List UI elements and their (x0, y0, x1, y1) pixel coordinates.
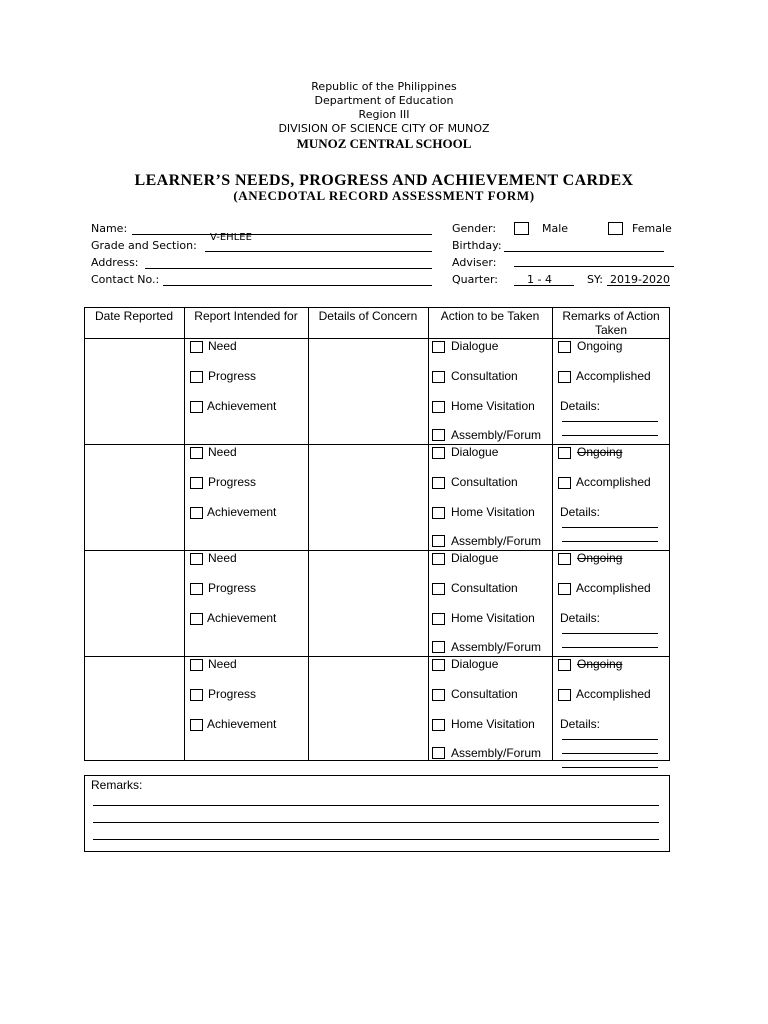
details-line[interactable] (562, 753, 658, 754)
need-checkbox[interactable] (190, 553, 203, 565)
need-label: Need (208, 339, 237, 353)
column-divider (184, 307, 185, 761)
achievement-label: Achievement (207, 399, 277, 413)
achievement-label: Achievement (207, 505, 277, 519)
details-line[interactable] (562, 527, 658, 528)
adviser-label: Adviser: (452, 256, 497, 269)
ongoing-checkbox[interactable] (558, 341, 571, 353)
quarter-field[interactable] (514, 285, 574, 286)
quarter-label: Quarter: (452, 273, 499, 286)
progress-label: Progress (208, 581, 257, 595)
header-date-reported: Date Reported (94, 309, 174, 323)
need-label: Need (208, 445, 237, 459)
dialogue-checkbox[interactable] (432, 553, 445, 565)
achievement-checkbox[interactable] (190, 401, 203, 413)
school-name: MUNOZ CENTRAL SCHOOL (296, 136, 472, 151)
grade-section-label: Grade and Section: (91, 239, 197, 252)
contact-field[interactable] (163, 285, 432, 286)
grade-section-value: V-EHLEE (210, 232, 252, 243)
column-divider (552, 307, 553, 761)
ongoing-checkbox[interactable] (558, 553, 571, 565)
remarks-label: Remarks: (91, 778, 143, 792)
home-visitation-checkbox[interactable] (432, 613, 445, 625)
need-checkbox[interactable] (190, 447, 203, 459)
ongoing-label: Ongoing (577, 445, 623, 459)
adviser-field[interactable] (514, 266, 674, 267)
column-divider (428, 307, 429, 761)
progress-checkbox[interactable] (190, 583, 203, 595)
department-text: Department of Education (314, 94, 454, 107)
ongoing-checkbox[interactable] (558, 447, 571, 459)
home-visitation-checkbox[interactable] (432, 401, 445, 413)
assembly-forum-label: Assembly/Forum (451, 534, 542, 548)
need-checkbox[interactable] (190, 659, 203, 671)
remarks-line[interactable] (93, 805, 659, 806)
quarter-value: 1 - 4 (527, 273, 552, 286)
assembly-forum-checkbox[interactable] (432, 429, 445, 441)
birthday-label: Birthday: (452, 239, 502, 252)
accomplished-label: Accomplished (576, 581, 651, 595)
progress-label: Progress (208, 369, 257, 383)
grade-section-field[interactable] (205, 251, 432, 252)
contact-label: Contact No.: (91, 273, 160, 286)
ongoing-checkbox[interactable] (558, 659, 571, 671)
achievement-checkbox[interactable] (190, 719, 203, 731)
home-visitation-checkbox[interactable] (432, 507, 445, 519)
female-label: Female (632, 222, 672, 235)
consultation-label: Consultation (451, 475, 518, 489)
assembly-forum-label: Assembly/Forum (451, 640, 542, 654)
details-label: Details: (560, 611, 601, 625)
details-label: Details: (560, 399, 601, 413)
details-line[interactable] (562, 739, 658, 740)
remarks-line[interactable] (93, 839, 659, 840)
consultation-checkbox[interactable] (432, 583, 445, 595)
details-label: Details: (560, 505, 601, 519)
name-field[interactable] (132, 234, 432, 235)
accomplished-checkbox[interactable] (558, 371, 571, 383)
achievement-label: Achievement (207, 611, 277, 625)
accomplished-label: Accomplished (576, 475, 651, 489)
dialogue-checkbox[interactable] (432, 447, 445, 459)
header-details-concern: Details of Concern (318, 309, 418, 323)
form-subtitle: (ANECDOTAL RECORD ASSESSMENT FORM) (233, 188, 535, 203)
consultation-checkbox[interactable] (432, 477, 445, 489)
progress-checkbox[interactable] (190, 371, 203, 383)
column-divider (308, 307, 309, 761)
header-remarks-action: Remarks of Action Taken (562, 309, 660, 337)
address-field[interactable] (145, 268, 432, 269)
assembly-forum-checkbox[interactable] (432, 535, 445, 547)
details-line[interactable] (562, 435, 658, 436)
details-line[interactable] (562, 421, 658, 422)
home-visitation-label: Home Visitation (451, 399, 535, 413)
details-line[interactable] (562, 767, 658, 768)
need-label: Need (208, 551, 237, 565)
need-label: Need (208, 657, 237, 671)
details-label: Details: (560, 717, 601, 731)
remarks-box (84, 775, 670, 852)
achievement-checkbox[interactable] (190, 613, 203, 625)
home-visitation-label: Home Visitation (451, 717, 535, 731)
progress-checkbox[interactable] (190, 689, 203, 701)
assembly-forum-label: Assembly/Forum (451, 428, 542, 442)
progress-checkbox[interactable] (190, 477, 203, 489)
achievement-label: Achievement (207, 717, 277, 731)
accomplished-label: Accomplished (576, 369, 651, 383)
details-line[interactable] (562, 633, 658, 634)
details-line[interactable] (562, 647, 658, 648)
remarks-line[interactable] (93, 822, 659, 823)
region-text: Region III (358, 108, 410, 121)
home-visitation-label: Home Visitation (451, 611, 535, 625)
assembly-forum-checkbox[interactable] (432, 641, 445, 653)
male-checkbox[interactable] (514, 222, 529, 235)
ongoing-label: Ongoing (577, 339, 623, 353)
progress-label: Progress (208, 475, 257, 489)
address-label: Address: (91, 256, 139, 269)
progress-label: Progress (208, 687, 257, 701)
header-action-taken: Action to be Taken (440, 309, 540, 323)
dialogue-label: Dialogue (451, 339, 499, 353)
dialogue-label: Dialogue (451, 551, 499, 565)
consultation-checkbox[interactable] (432, 689, 445, 701)
consultation-label: Consultation (451, 369, 518, 383)
consultation-label: Consultation (451, 581, 518, 595)
accomplished-label: Accomplished (576, 687, 651, 701)
accomplished-checkbox[interactable] (558, 689, 571, 701)
need-checkbox[interactable] (190, 341, 203, 353)
ongoing-label: Ongoing (577, 657, 623, 671)
home-visitation-label: Home Visitation (451, 505, 535, 519)
gender-label: Gender: (452, 222, 497, 235)
achievement-checkbox[interactable] (190, 507, 203, 519)
name-label: Name: (91, 222, 128, 235)
sy-field[interactable] (607, 285, 670, 286)
ongoing-label: Ongoing (577, 551, 623, 565)
accomplished-checkbox[interactable] (558, 477, 571, 489)
home-visitation-checkbox[interactable] (432, 719, 445, 731)
dialogue-checkbox[interactable] (432, 659, 445, 671)
form-title: LEARNER’S NEEDS, PROGRESS AND ACHIEVEMENT CARDEX (134, 172, 634, 189)
birthday-field[interactable] (504, 251, 664, 252)
dialogue-label: Dialogue (451, 657, 499, 671)
male-label: Male (542, 222, 569, 235)
details-line[interactable] (562, 541, 658, 542)
dialogue-checkbox[interactable] (432, 341, 445, 353)
consultation-checkbox[interactable] (432, 371, 445, 383)
sy-label: SY: (587, 273, 603, 286)
consultation-label: Consultation (451, 687, 518, 701)
sy-value: 2019-2020 (610, 273, 670, 286)
assembly-forum-label: Assembly/Forum (451, 746, 542, 760)
female-checkbox[interactable] (608, 222, 623, 235)
dialogue-label: Dialogue (451, 445, 499, 459)
accomplished-checkbox[interactable] (558, 583, 571, 595)
division-text: DIVISION OF SCIENCE CITY OF MUNOZ (278, 122, 490, 135)
header-report-intended: Report Intended for (194, 309, 298, 323)
assembly-forum-checkbox[interactable] (432, 747, 445, 759)
republic-text: Republic of the Philippines (311, 80, 457, 93)
